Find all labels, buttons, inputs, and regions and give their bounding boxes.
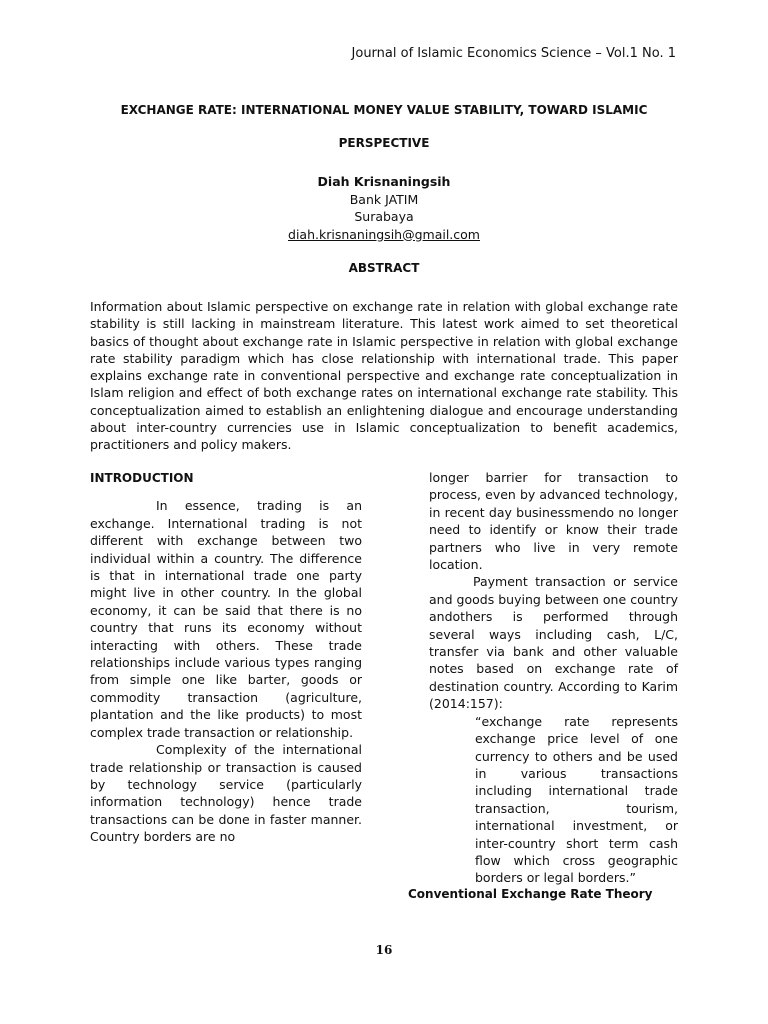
right-column [429, 469, 678, 887]
left-paragraph-1: In essence, trading is an exchange. International trading is not different with exchange between two individual within a country. The difference is that in international trade one party might live in other country. In the global economy, it can be said that there is no country that runs its economy without interacting with others. These trade relationships include various types ranging from simple one like barter, goods or commodity transaction (agriculture, plantation and the like products) to most complex trade transaction or relationship. [90, 498, 362, 740]
introduction-heading: INTRODUCTION [90, 471, 194, 485]
right-paragraph-2: Payment transaction or service and goods buying between one country andothers is performed through several ways including cash, L/C, transfer via bank and other valuable notes based on exchange rate of destination country. According to Karim (2014:157): [429, 574, 678, 712]
right-paragraph-1: longer barrier for transaction to process, even by advanced technology, in recent day businessmendo no longer need to identify or know their trade partners who live in very remote location. [429, 470, 678, 573]
abstract-heading: ABSTRACT [348, 261, 420, 275]
author-affiliation: Bank JATIM [349, 191, 419, 207]
author-city: Surabaya [354, 209, 414, 224]
left-paragraph-2: Complexity of the international trade relationship or transaction is caused by technology service (particularly information technology) hence trade transactions can be done in faster manner. Country borders are no [90, 742, 362, 845]
page-number: 16 [375, 943, 393, 957]
title-line-2: PERSPECTIVE [338, 136, 430, 150]
author-email-link[interactable]: diah.krisnaningsih@gmail.com [288, 226, 480, 242]
paper-title [90, 94, 678, 160]
left-column [90, 470, 362, 846]
author-block [90, 173, 678, 243]
subsection-heading: Conventional Exchange Rate Theory [408, 887, 653, 901]
abstract-text: Information about Islamic perspective on exchange rate in relation with global exchange rate stability is still lacking in mainstream literature. This latest work aimed to set theoretical basics of thought about exchange rate in Islamic perspective in relation with global exchange rate stability paradigm which has close relationship with international trade. This paper explains exchange rate in conventional perspective and exchange rate conceptualization in Islam religion and effect of both exchange rates on international exchange rate stability. This conceptualization aimed to establish an enlightening dialogue and encourage understanding about inter-country currencies use in Islamic conceptualization to benefit academics, practitioners and policy makers. [90, 299, 678, 453]
block-quote: “exchange rate represents exchange price level of one currency to others and be used in various transactions including international trade transaction, tourism, international investment, or inter-country short term cash flow which cross geographic borders or legal borders.” [475, 713, 678, 886]
journal-header: Journal of Islamic Economics Science – Vol.1 No. 1 [351, 46, 676, 61]
title-line-1: EXCHANGE RATE: INTERNATIONAL MONEY VALUE STABILITY, TOWARD ISLAMIC [120, 103, 648, 117]
author-name: Diah Krisnaningsih [317, 174, 451, 189]
